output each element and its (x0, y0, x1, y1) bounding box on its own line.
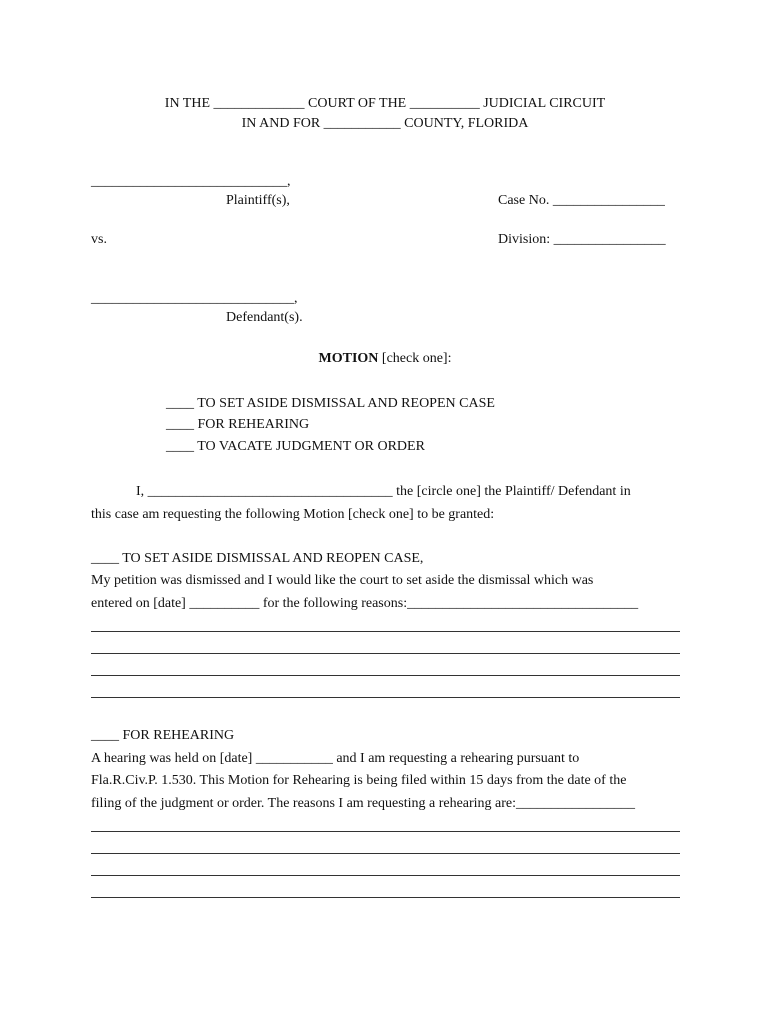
dismissal-reason-rule-1 (91, 631, 680, 632)
versus-label: vs. (91, 232, 107, 247)
rehearing-reason-rule-1 (91, 831, 680, 832)
rehearing-reason-rule-4 (91, 897, 680, 898)
option-rehearing: ____ FOR REHEARING (166, 417, 310, 432)
dismissal-reason-rule-4 (91, 697, 680, 698)
rehearing-line-2: Fla.R.Civ.P. 1.530. This Motion for Rehearing is being filed within 15 days from the date of the (91, 773, 627, 788)
dismissal-reason-rule-2 (91, 653, 680, 654)
motion-heading-bold: MOTION (318, 351, 379, 366)
rehearing-section-title: ____ FOR REHEARING (91, 728, 235, 743)
dismissal-line-2: entered on [date] __________ for the following reasons:_________________________________ (91, 596, 639, 611)
court-caption-line-1: IN THE _____________ COURT OF THE __________ JUDICIAL CIRCUIT (164, 96, 606, 111)
rehearing-reason-rule-3 (91, 875, 680, 876)
rehearing-reason-rule-2 (91, 853, 680, 854)
rehearing-line-1: A hearing was held on [date] ___________ and I am requesting a rehearing pursuant to (91, 751, 580, 766)
division-field: Division: ________________ (498, 232, 666, 247)
motion-heading (0, 350, 770, 368)
intro-line-2: this case am requesting the following Motion [check one] to be granted: (91, 507, 495, 522)
dismissal-reason-rule-3 (91, 675, 680, 676)
motion-heading-rest: [check one]: (378, 351, 452, 366)
option-vacate-judgment: ____ TO VACATE JUDGMENT OR ORDER (166, 439, 425, 454)
defendant-label: Defendant(s). (226, 310, 303, 325)
option-set-aside-dismissal: ____ TO SET ASIDE DISMISSAL AND REOPEN CASE (166, 396, 495, 411)
case-number-field: Case No. ________________ (498, 193, 665, 208)
rehearing-line-3: filing of the judgment or order. The reasons I am requesting a rehearing are:_________________ (91, 796, 636, 811)
defendant-name-blank: _____________________________, (91, 291, 298, 306)
dismissal-line-1: My petition was dismissed and I would like the court to set aside the dismissal which was (91, 573, 594, 588)
intro-line-1: I, ___________________________________ the [circle one] the Plaintiff/ Defendant in (136, 484, 631, 499)
court-caption-line-2: IN AND FOR ___________ COUNTY, FLORIDA (241, 116, 529, 131)
plaintiff-name-blank: ____________________________, (91, 174, 291, 189)
plaintiff-label: Plaintiff(s), (226, 193, 290, 208)
dismissal-section-title: ____ TO SET ASIDE DISMISSAL AND REOPEN CASE, (91, 551, 424, 566)
